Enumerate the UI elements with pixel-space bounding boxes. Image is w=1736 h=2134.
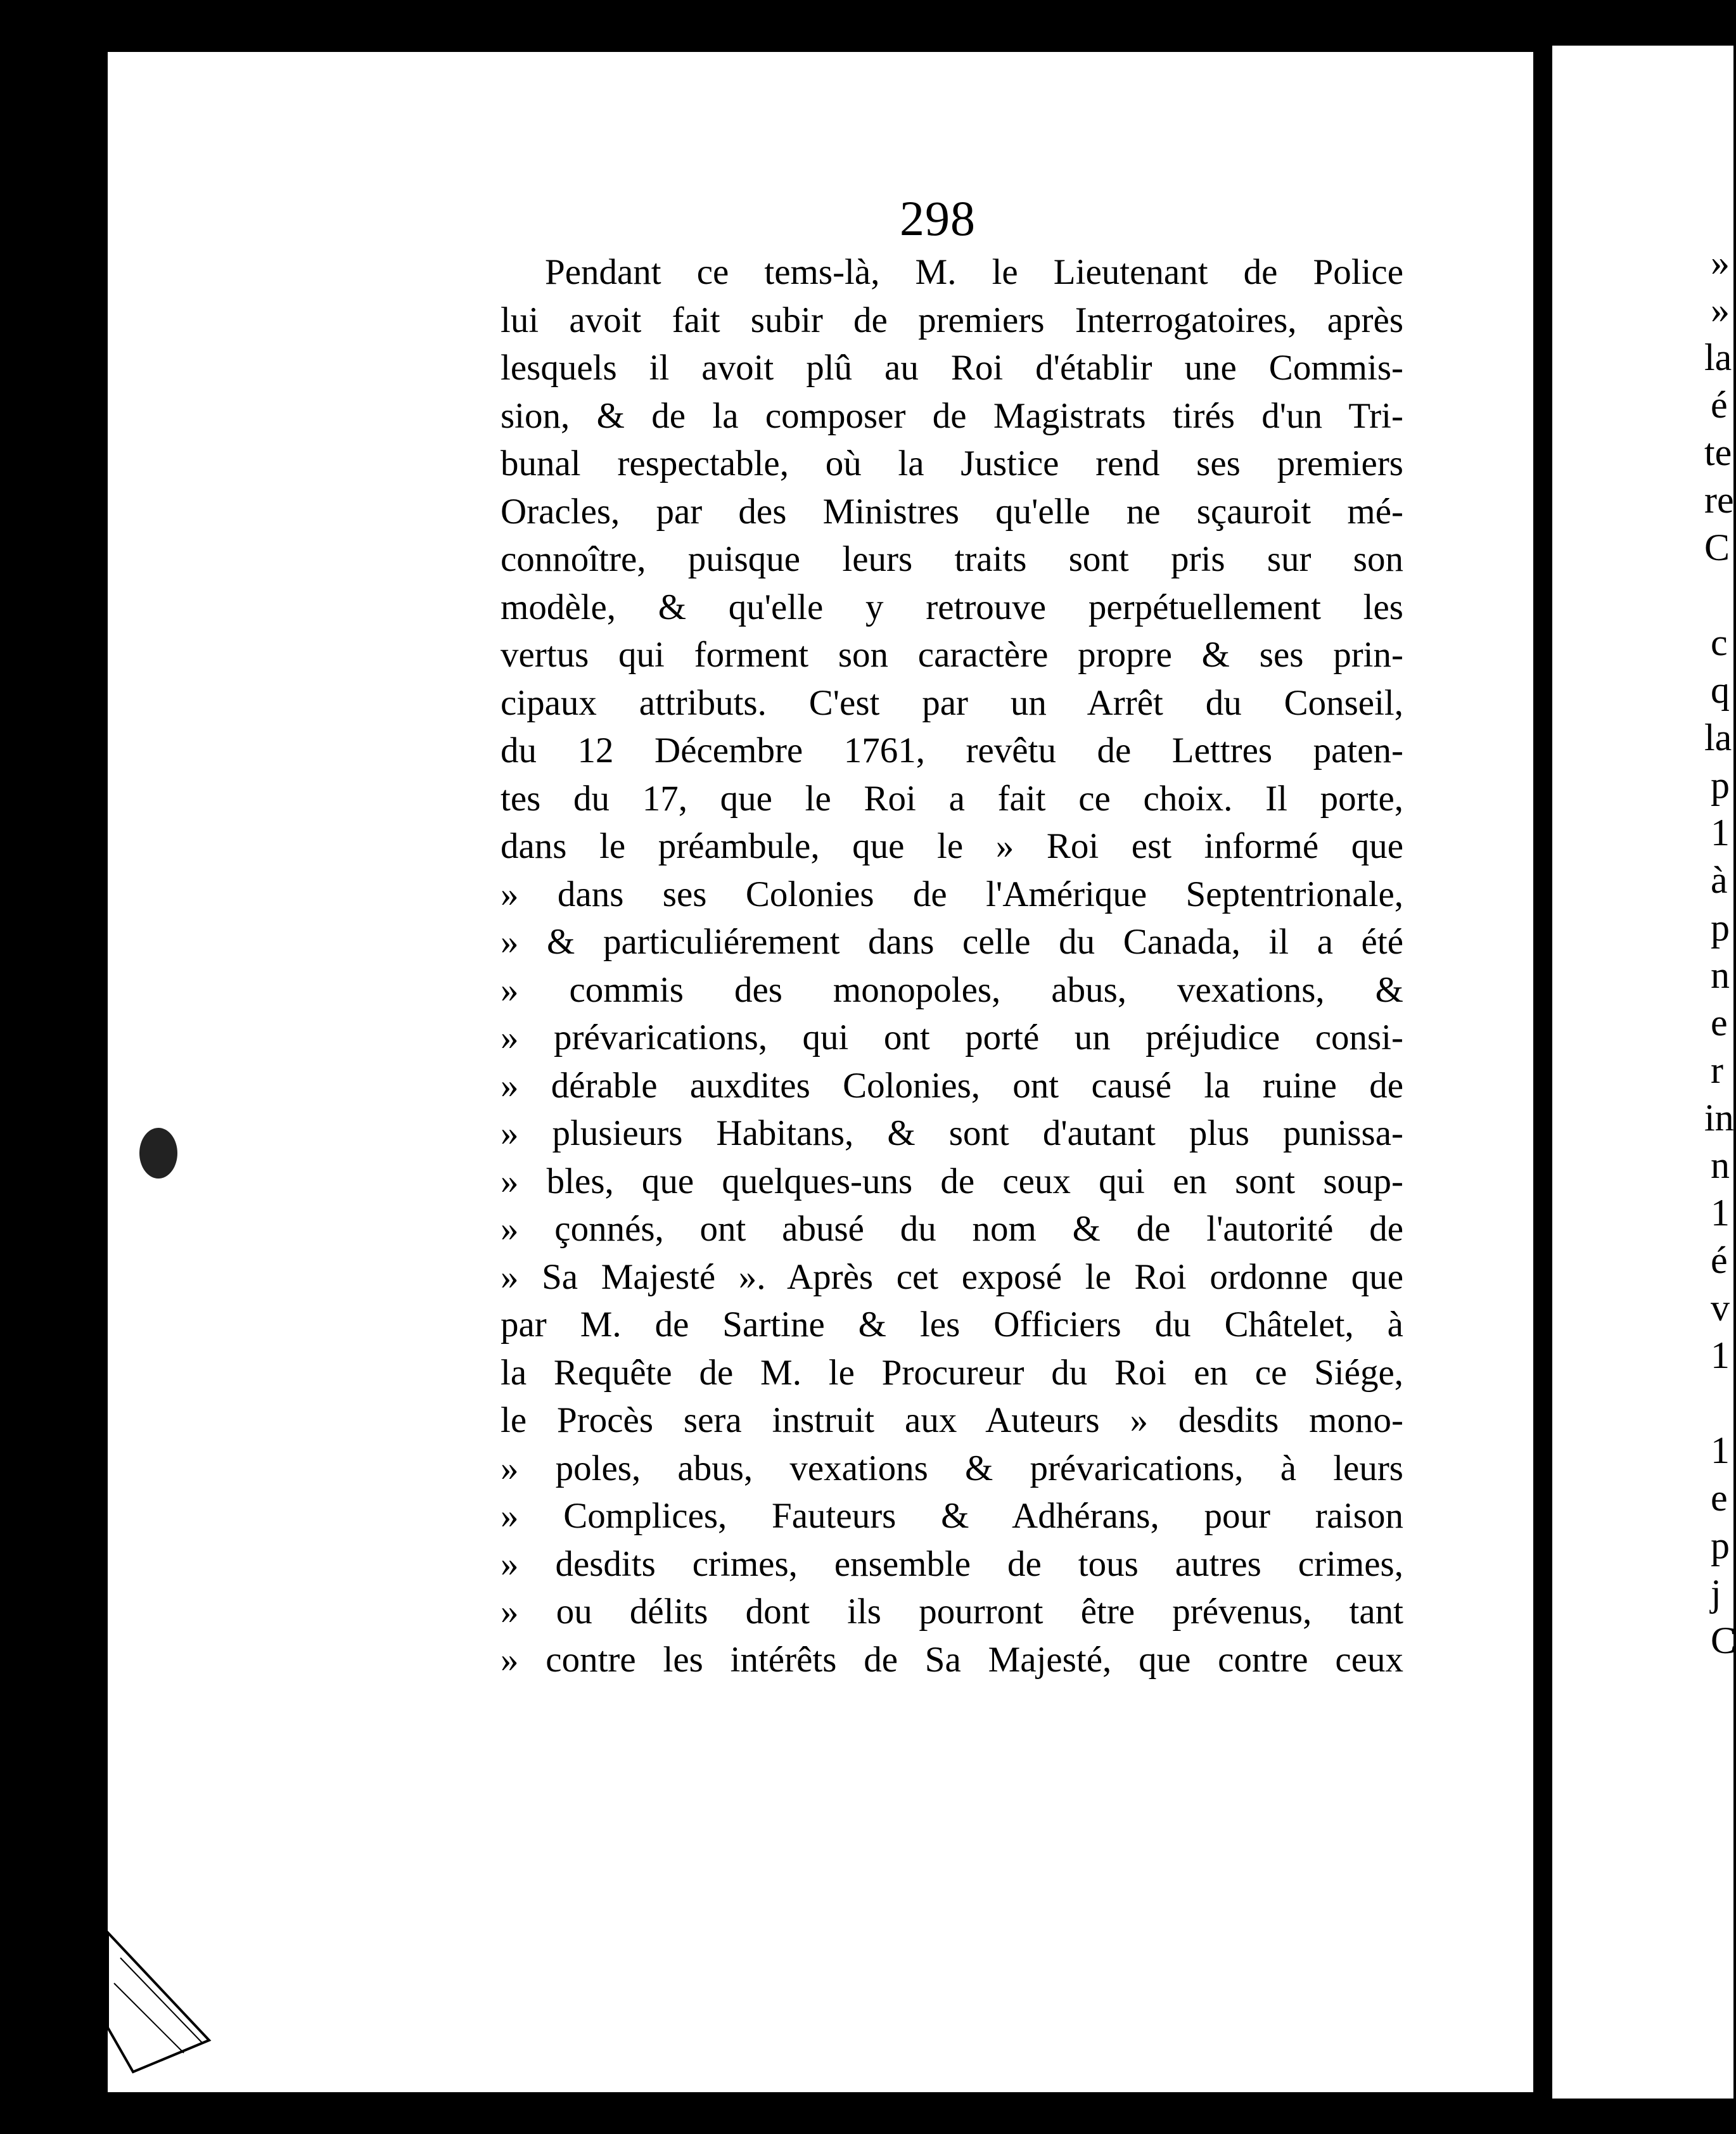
text-line: » contre les intérêts de Sa Majesté, que contre ceux (501, 1639, 1403, 1680)
facing-fragment: r (1711, 1049, 1723, 1091)
facing-fragment: c (1711, 622, 1728, 663)
text-line: le Procès sera instruit aux Auteurs » desdits mono- (501, 1400, 1403, 1440)
text-line: » Complices, Fauteurs & Adhérans, pour raison (501, 1496, 1403, 1536)
text-line: » plusieurs Habitans, & sont d'autant plus punissa- (501, 1113, 1403, 1153)
text-line: » dérable auxdites Colonies, ont causé la ruine de (501, 1065, 1403, 1106)
text-line: » desdits crimes, ensemble de tous autres crimes, (501, 1543, 1403, 1584)
text-line: » dans ses Colonies de l'Amérique Septentrionale, (501, 874, 1403, 914)
text-line: bunal respectable, où la Justice rend ses premiers (501, 444, 1403, 483)
book-gutter (1533, 38, 1552, 2104)
facing-fragment: n (1711, 1144, 1730, 1186)
facing-fragment: n (1711, 954, 1730, 996)
text-line: Oracles, par des Ministres qu'elle ne sçauroit mé- (501, 491, 1403, 532)
facing-fragment: é (1711, 384, 1728, 426)
text-line: la Requête de M. le Procureur du Roi en ce Siége, (501, 1352, 1403, 1393)
facing-fragment: p (1711, 1524, 1730, 1566)
facing-fragment: p (1711, 907, 1730, 949)
facing-fragment: p (1711, 764, 1730, 806)
facing-fragment: 1 (1711, 1334, 1730, 1376)
text-line: cipaux attributs. C'est par un Arrêt du Conseil, (501, 682, 1403, 723)
ink-blot-mark (139, 1128, 177, 1179)
page-number: 298 (900, 191, 976, 246)
text-line: » çonnés, ont abusé du nom & de l'autorité de (501, 1209, 1403, 1249)
facing-fragment: » (1711, 241, 1730, 283)
facing-fragment: 1 (1711, 1192, 1730, 1234)
text-line: lesquels il avoit plû au Roi d'établir une Commis- (501, 348, 1403, 388)
text-line: sion, & de la composer de Magistrats tirés d'un Tri- (501, 395, 1403, 436)
text-line: du 12 Décembre 1761, revêtu de Lettres paten- (501, 731, 1403, 770)
facing-fragment: in (1704, 1097, 1734, 1139)
facing-fragment: q (1711, 669, 1730, 711)
facing-fragment: C (1711, 1620, 1736, 1661)
facing-fragment: j (1711, 1572, 1721, 1614)
facing-fragment: » (1711, 289, 1730, 331)
text-line: vertus qui forment son caractère propre & ses prin- (501, 635, 1403, 675)
text-line: » ou délits dont ils pourront être prévenus, tant (501, 1592, 1403, 1632)
text-line: » & particuliérement dans celle du Canada, il a été (501, 922, 1403, 962)
text-line: lui avoit fait subir de premiers Interrogatoires, après (501, 300, 1403, 340)
text-line: connoître, puisque leurs traits sont pris sur son (501, 539, 1403, 579)
text-line: par M. de Sartine & les Officiers du Châtelet, à (501, 1305, 1403, 1345)
facing-fragment: e (1711, 1477, 1728, 1519)
facing-fragment: v (1711, 1287, 1730, 1329)
text-line: » Sa Majesté ». Après cet exposé le Roi ordonne que (501, 1256, 1403, 1297)
text-line: » poles, abus, vexations & prévarications, à leurs (501, 1448, 1403, 1488)
text-line: dans le préambule, que le » Roi est informé que (501, 826, 1403, 866)
facing-fragment: re (1704, 479, 1734, 521)
facing-fragment: 1 (1711, 1429, 1730, 1471)
text-line: tes du 17, que le Roi a fait ce choix. Il porte, (501, 778, 1403, 819)
text-line: » bles, que quelques-uns de ceux qui en sont soup- (501, 1161, 1403, 1201)
facing-fragment: 1 (1711, 812, 1730, 853)
facing-fragment: e (1711, 1002, 1728, 1044)
text-line: Pendant ce tems-là, M. le Lieutenant de Police (545, 252, 1403, 292)
body-text (501, 248, 1403, 1684)
text-line: modèle, & qu'elle y retrouve perpétuellement les (501, 587, 1403, 627)
facing-fragment: C (1704, 527, 1730, 568)
text-line: » commis des monopoles, abus, vexations, & (501, 969, 1403, 1010)
facing-fragment: te (1704, 431, 1732, 473)
folded-corner-icon (108, 1933, 215, 2072)
facing-fragment: à (1711, 859, 1728, 901)
facing-fragment: é (1711, 1239, 1728, 1281)
facing-fragment: la (1704, 336, 1732, 378)
text-line: » prévarications, qui ont porté un préjudice consi- (501, 1018, 1403, 1057)
facing-fragment: la (1704, 717, 1732, 758)
